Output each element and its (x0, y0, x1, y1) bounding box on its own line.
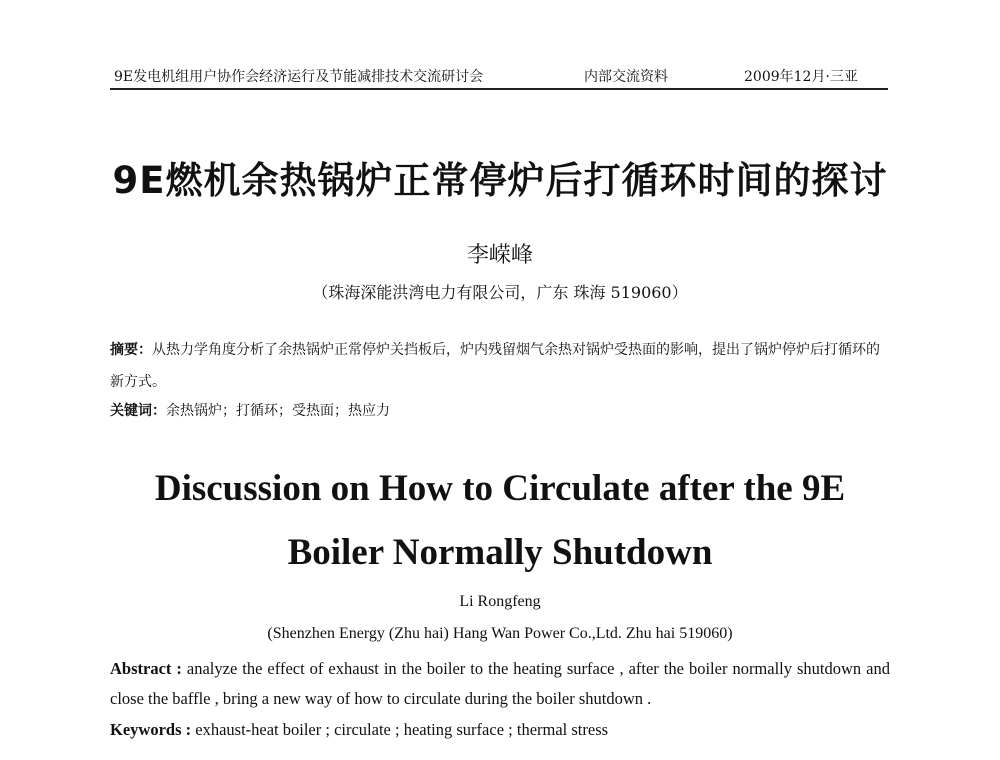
abstract-text-cn: 从热力学角度分析了余热锅炉正常停炉关挡板后，炉内残留烟气余热对锅炉受热面的影响，提出了锅炉停炉后打循环的新方式。 (110, 342, 880, 390)
keywords-text-cn: 余热锅炉；打循环；受热面；热应力 (166, 403, 390, 419)
keywords-label-cn: 关键词： (110, 403, 166, 419)
author-english: Li Rongfeng (459, 593, 541, 610)
abstract-label-en: Abstract : (110, 659, 182, 678)
header-date-place: 2009年12月·三亚 (744, 69, 858, 85)
abstract-text-en: analyze the effect of exhaust in the boiler to the heating surface , after the boiler normally shutdown and close the baffle , bring a new way of how to circulate during the boiler shutdown . (110, 659, 890, 708)
title-english-line1: Discussion on How to Circulate after the 9E (154, 468, 846, 509)
abstract-label-cn: 摘要： (110, 342, 152, 358)
affiliation-english: (Shenzhen Energy (Zhu hai) Hang Wan Power Co.,Ltd. Zhu hai 519060) (267, 625, 733, 642)
keywords-english (110, 720, 890, 740)
abstract-chinese (110, 334, 890, 398)
keywords-label-en: Keywords : (110, 720, 192, 739)
affiliation-chinese: （珠海深能洪湾电力有限公司，广东 珠海 519060） (312, 283, 688, 302)
title-chinese: 9E燃机余热锅炉正常停炉后打循环时间的探讨 (112, 159, 888, 202)
keywords-text-en: exhaust-heat boiler ; circulate ; heating surface ; thermal stress (191, 720, 609, 739)
author-chinese: 李嵘峰 (466, 243, 533, 268)
title-english-line2: Boiler Normally Shutdown (287, 532, 713, 573)
header-conference: 9E发电机组用户协作会经济运行及节能减排技术交流研讨会 (114, 69, 484, 85)
abstract-english (110, 654, 890, 714)
running-header (110, 64, 888, 90)
keywords-chinese (110, 400, 890, 420)
title-english (0, 457, 1000, 585)
header-internal-note: 内部交流资料 (584, 69, 668, 85)
